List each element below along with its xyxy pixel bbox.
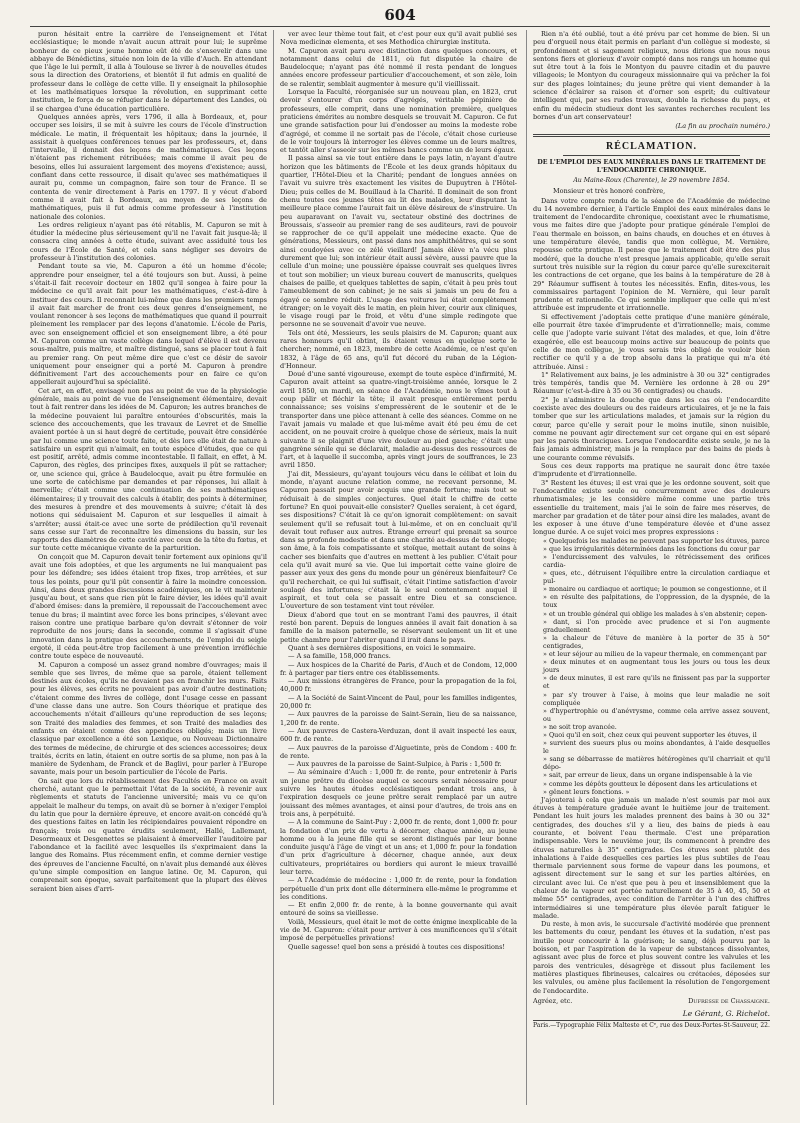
section-rule (563, 155, 740, 156)
paragraph: J'ajouterai à cela que jamais un malade n'est soumis par moi aux étuves à température graduée avant le huitième jour de traitement. Pendant les huit jours les malades prennent des bains à 30 ou 32° centigrades, des douches s'il y a lieu, des bains de pieds à eau courante, et boivent l'eau thermale. C'est une préparation indispensable. Vers le neuvième jour, ils commencent à prendre des étuves naturelles à 35° centigrades. Ces étuves sont plutôt des inhalations à l'aide desquelles ces parties les plus subtiles de l'eau thermale parviennent sous forme de vapeur dans les poumons, et agissent directement sur le sang et sur les parties altérées, en circulant avec lui. Ce n'est que peu à peu et insensiblement que la chaleur de la vapeur est portée naturellement de 35 à 40, 45, 50 et même 55° centigrades, avec condition de l'arrêter à l'un des chiffres intermédiaires si une température plus élevée paraît fatiguer le malade. (533, 795, 770, 920)
paragraph: Lorsque la Faculté, réorganisée sur un nouveau plan, en 1823, crut devoir s'entourer d'un corps d'agrégés, véritable pépinière de professeurs, elle comprit, dans une nomination première, quelques praticiens émérites au nombre desquels se trouvait M. Capuron. Ce fut une grande satisfaction pour lui d'endosser au moins la modeste robe d'agrégé, et comme il ne sortait pas de l'école, c'était chose curieuse de le voir toujours là interroger les élèves comme un de leurs maîtres, et tantôt aller s'asseoir sur les mêmes bancs comme un de leurs égaux. (280, 88, 517, 155)
section-title: RÉCLAMATION. (606, 141, 697, 153)
paragraph: Rien n'a été oublié, tout a été prévu par cet homme de bien. Si un peu d'orgueil nous était permis en parlant d'un collègue si modeste, si profondément et si sagement religieux, nous dirions que nous nous sentons fiers et glorieux d'avoir compté dans nos rangs un homme qui sut être tout à la fois le Montyon du pauvre citadin et du pauvre villageois; le Montyon du courageux missionnaire qui va prêcher la foi sur des plages lointaines; du jeune prêtre qui vient demander à la science d'éclairer sa raison et d'orner son esprit; du cultivateur intelligent qui, par ses rudes travaux, double la richesse du pays, et enfin du médecin studieux dont les savantes recherches reculent les bornes d'un art conservateur! (533, 30, 770, 121)
paragraph: 2° Je n'administre la douche que dans les cas où l'endocardite coexiste avec des douleurs ou des raideurs articulaires, et je ne la fais tomber que sur les articulations malades, et jamais sur la région du cœur, parce qu'elle y serait pour le moins inutile, sinon nuisible, comme ne pouvant agir directement sur cet organe qui en est séparé par les parois thoraciques. Lorsque l'endocardite existe seule, je ne la fais jamais administrer, mais je la remplace par des bains de pieds à une courante comme révulsifs. (533, 395, 770, 462)
column-rule-1 (273, 30, 274, 1105)
quote-line: » la chaleur de l'étuve de manière à la porter de 35 à 50° centigrades, (543, 633, 770, 650)
paragraph: Quant à ses dernières dispositions, en voici le sommaire. (288, 643, 476, 652)
quote-line: » que les irrégularités déterminées dans les fonctions du cœur par (543, 544, 760, 553)
page-number: 604 (384, 6, 416, 24)
paragraph: 3° Restent les étuves; il est vrai que je les ordonne souvent, soit que l'endocardite existe seule ou concurremment avec des douleurs rhumatismales; je les considère même comme une partie très essentielle du traitement, mais j'ai le soin de faire mes réserves, de marcher par gradation et de tâter pour ainsi dire les malades, avant de les exposer à une étuve d'une température élevée et d'une assez longue durée. A ce sujet voici mes propres expressions : (533, 478, 770, 537)
bequest-item: — Aux pauvres de la paroisse de Saint-Sulpice, à Paris : 1,500 fr. (288, 760, 502, 769)
paragraph: 1° Relativement aux bains, je les administre à 30 ou 32° centigrades très tempérés, tandis que M. Vernière les ordonne à 28 ou 29° Réaumur (c'est-à-dire à 35 ou 36 centigrades) ou chauds. (533, 370, 770, 396)
paragraph: Les ordres religieux n'ayant pas été rétablis, M. Capuron se mit à étudier la médecine plus sérieusement qu'il ne l'avait fait jusque-là; il consacra cinq années à cette étude, suivant avec assiduité tous les cours de l'École de Santé, et cela sans négliger ses devoirs de professeur à l'institution des colonies. (30, 220, 267, 263)
signoff (533, 997, 770, 1005)
quote-line: » survient des sueurs plus ou moins abondantes, à l'aide desquelles le (543, 739, 770, 756)
paragraph: M. Capuron a composé un assez grand nombre d'ouvrages; mais il semble que ses livres, de même que sa parole, étaient tellement destinés aux écoles, qu'ils ne devaient pas en franchir les murs. Faits pour les élèves, ses écrits ne pouvaient pas avoir d'autre destination; c'étaient comme des livres de collège, dont l'usage cesse en passant d'une classe dans une autre. Son Cours théorique et pratique des accouchements n'était d'ailleurs qu'une reproduction de ses leçons; son Traité des maladies des femmes, et son Traité des maladies des enfants en étaient comme des appendices obligés; mais un livre classique par excellence a été son Lexique, ou Nouveau Dictionnaire des termes de médecine, de chirurgie et des sciences accessoires; deux traités, écrits en latin, étaient en outre sortis de sa plume, non pas à la manière de Sydenham, de Franck et de Baglivi, pour parler à l'Europe savante, mais pour un besoin particulier de l'école de Paris. (30, 660, 267, 777)
quote-line: » comme les dépôts goutteux le déposent dans les articulations et (543, 779, 758, 788)
salutation: Monsieur et très honoré confrère, (553, 187, 666, 196)
imprint: Paris.—Typographie Félix Malteste et Cᵉ, rue des Deux-Portes-St-Sauveur, 22. (533, 1022, 770, 1030)
column-3 (533, 30, 770, 1105)
quote-line: » et un trouble général qui oblige les malades à s'en abstenir; cepen- (543, 609, 768, 618)
paragraph: Dans votre compte rendu de la séance de l'Académie de médecine du 14 novembre dernier, à l'article Emploi des eaux minérales dans le traitement de l'endocardite chronique, coexistant avec le rhumatisme, vous me faites dire que j'adopte pour pratique générale l'emploi de l'eau thermale en boisson, en bains chauds, en douches et en étuves à une température élevée, tandis que mon collègue, M. Vernière, repousse cette pratique. Il pense que le traitement doit être des plus modéré, que la douche n'est presque jamais applicable, qu'elle serait surtout très nuisible sur la région du cœur parce qu'elle surexciterait les contractions de cet organe, que les bains à la température de 28 à 29° Réaumur suffisent à toutes les nécessités. Enfin, dites-vous, les commissaires partagent l'opinion de M. Vernière, qui leur paraît prudente et rationnelle. Ce qui semble impliquer que celle qui m'est attribuée est imprudente et irrationnelle. (533, 196, 770, 313)
paragraph: ver avec leur thème tout fait, et c'est pour eux qu'il avait publié ses Nova medicinæ elementa, et ses Methodica chirurgiæ instituta. (280, 30, 517, 47)
quote-line: » d'hypertrophie ou d'anévrysme, comme cela arrive assez souvent, ou (543, 706, 770, 723)
letter-subtitle: DE L'EMPLOI DES EAUX MINÉRALES DANS LE TRAITEMENT DE L'ENDOCARDITE CHRONIQUE. (537, 159, 766, 175)
paragraph: Quelques années après, vers 1796, il alla à Bordeaux, et, pour occuper ses loisirs, il se mit à suivre les cours de l'école d'instruction médicale. Le matin, il fréquentait les hôpitaux; dans la journée, il assistait à quelques conférences tenues par les professeurs, et, dans l'intervalle, il donnait des leçons de mathématiques. Ces leçons n'étaient pas richement rétribuées; mais comme il avait peu de besoins, elles lui assuraient largement des moyens d'existence; aussi, confiant dans cette ressource, il disait qu'avec ses mathématiques il aurait pu, comme un compagnon, faire son tour de France. Il se contenta de venir directement à Paris en 1797. Il y vécut d'abord comme il avait fait à Bordeaux, au moyen de ses leçons de mathématiques, puis il fut admis comme professeur à l'institution nationale des colonies. (30, 112, 267, 221)
signoff-author: Dufresse de Chassaigne. (688, 996, 770, 1005)
gerant-line: Le Gérant, G. Richelot. (682, 1009, 770, 1019)
paragraph: Doué d'une santé vigoureuse, exempt de toute espèce d'infirmité, M. Capuron avait atteint sa quatre-vingt-troisième année, lorsque le 2 avril 1850, un mardi, en séance de l'Académie, nous le vîmes tout à coup pâlir et fléchir la tête; il avait presque entièrement perdu connaissance; ses voisins s'empressèrent de le soutenir et de le transporter dans une pièce attenant à celle des séances. Comme on ne l'avait jamais vu malade et que lui-même avait été peu ému de cet accident, on ne pouvait croire à quelque chose de sérieux, mais la nuit suivante il se plaignit d'une vive douleur au pied gauche; c'était une gangrène sénile qui se déclarait, maladie au-dessus des ressources de l'art, et à laquelle il succomba, après vingt jours de souffrances, le 23 avril 1850. (280, 370, 517, 470)
quote-line: » l'endurcissement des valvules, le rétrécissement des orifices cardia- (543, 552, 770, 570)
bequest-item: — Aux missions étrangères de France, pour la propagation de la foi, 40,000 fr. (280, 677, 517, 694)
bequest-item: — Aux hospices de la Charité de Paris, d'Auch et de Condom, 12,000 fr. à partager par tiers entre ces établissements. (280, 660, 517, 677)
quote-line: » de deux minutes, il est rare qu'ils ne finissent pas par la supporter et (543, 674, 770, 691)
paragraph: Voilà, Messieurs, quel était le mot de cette énigme inexplicable de la vie de M. Capuron: c'était pour arriver à ces munificences qu'il s'était imposé de perpétuelles privations! (280, 917, 517, 943)
top-rule (30, 26, 770, 27)
quote-line: » sang se débarrasse de matières hétérogènes qu'il charriait et qu'il dépo- (543, 755, 770, 772)
paragraph: Cet art, en effet, envisagé non pas au point de vue de la physiologie générale, mais au point de vue de l'enseignement élémentaire, devait tout à fait rentrer dans les idées de M. Capuron; les autres branches de la médecine pouvaient lui paraître entourées d'obscurités, mais la science des accouchements, que les travaux de Levret et de Smellie avaient portée à un si haut degré de certitude, pouvait être considérée par lui comme une science toute faite, et dès lors elle était de nature à satisfaire un esprit qui n'aimait, en toute espèce d'études, que ce qui est positif, arrêté, admis comme incontestable. Il fallait, en effet, à M. Capuron, des règles, des principes fixes, auxquels il pût se rattacher; or, une science qui, grâce à Baudelocque, avait pu être formulée en une sorte de catéchisme par demandes et par réponses, lui allait à merveille; c'était comme une continuation de ses mathématiques élémentaires; il y trouvait des calculs à établir, des points à déterminer, des mesures à prendre et des mouvements à suivre; c'était là des notions qui séduisaient M. Capuron et sur lesquelles il aimait à s'arrêter; aussi était-ce avec une sorte de prédilection qu'il revenait sans cesse sur l'art de reconnaître les dimensions du bassin, sur les rapports des diamètres de cette cavité avec ceux de la tête du fœtus, et sur toute cette mécanique vivante de la parturition. (30, 386, 267, 553)
section-separator (533, 134, 770, 137)
bequest-item: — A la commune de Saint-Puy : 2,000 fr. de rente, dont 1,000 fr. pour la fondation d'un prix de vertu à décerner, chaque année, au jeune homme ou à la jeune fille qui se seront distingués par leur bonne conduite jusqu'à l'âge de vingt et un ans; et 1,000 fr. pour la fondation d'un prix d'agriculture à décerner, chaque année, aux deux cultivateurs, propriétaires ou bordiers qui auront le mieux travaillé leur terre. (280, 818, 517, 876)
bequest-item: — Au séminaire d'Auch : 1,000 fr. de rente, pour entretenir à Paris un jeune prêtre du diocèse auquel ce secours serait nécessaire pour suivre les hautes études ecclésiastiques pendant trois ans, à l'expiration desquels ce jeune prêtre serait remplacé par un autre jouissant des mêmes avantages, et ainsi pour d'autres, de trois ans en trois ans, à perpétuité. (280, 768, 517, 818)
paragraph: J'ai dit, Messieurs, qu'ayant toujours vécu dans le célibat et loin du monde, n'ayant aucune relation comme, ne recevant personne, M. Capuron passait pour avoir acquis une grande fortune; mais tout se réduisait à de simples conjectures. Quel était le chiffre de cette fortune? En quoi pouvait-elle consister? Quelles seraient, à cet égard, ses dispositions? C'était là ce qu'on ignorait complètement: on savait seulement qu'il se refusait tout à lui-même, et on en concluait qu'il devait tout refuser aux autres. Étrange erreur! qui prenait sa source dans sa profonde modestie et dans une charité au-dessus de tout éloge; son âme, à la fois compatissante et stoïque, mettait autant de soins à cacher ses bienfaits que d'autres en mettent à les publier. C'était pour cela qu'il avait muré sa vie. Que lui importait cette vaine gloire de passer aux yeux des gens du monde pour un généreux bienfaiteur? Ce qu'il recherchait, ce qui lui suffisait, c'était l'intime satisfaction d'avoir soulagé des infortunes; c'était là le seul contentement auquel il aspirait, et tout cela se passait entre Dieu et sa conscience. L'ouverture de son testament vint tout révéler. (280, 469, 517, 611)
paragraph: Si effectivement j'adoptais cette pratique d'une manière générale, elle pourrait être taxée d'imprudente et d'irrationnelle; mais, comme celle que j'adopte varie suivant l'état des malades, et que, loin d'être exagérée, elle est beaucoup moins active sur beaucoup de points que celle de mon collègue, je vous serais très obligé de vouloir bien rectifier ce qu'il y a de trop absolu dans la pratique qui m'a été attribuée. Ainsi : (533, 312, 770, 371)
column-2 (280, 30, 517, 1105)
paragraph: puron hésitait entre la carrière de l'enseignement et l'état ecclésiastique; le monde n'avait aucun attrait pour lui; le suprême bonheur de ce pieux jeune homme eût été de s'ensevelir dans une abbaye de Bénédictins, située non loin de la ville d'Auch. En attendant que l'âge le lui permît, il alla à Toulouse se livrer à de nouvelles études sous la direction des Oratoriens, et bientôt il fut admis en qualité de professeur dans le collège de cette ville. Il y enseignait la philosophie et les mathématiques lorsque la révolution, en supprimant cette institution, le força de se réfugier dans le département des Landes, où il se chargea d'une éducation particulière. (30, 30, 267, 113)
paragraph: Dieux d'abord que tout en se montrant l'ami des pauvres, il était resté bon parent. Depuis de longues années il avait fait donation à sa famille de la maison paternelle, se réservant seulement un lit et une petite chambre pour l'abriter quand il irait dans le pays. (280, 610, 517, 644)
dateline: Au Maine-Roux (Charente), le 29 novembre 1854. (573, 177, 730, 185)
continuation-note: (La fin au prochain numéro.) (675, 122, 770, 131)
quote-line: » monaire ou cardiaque et aortique; le poumon se congestionne, et il (543, 585, 767, 594)
signoff-greeting: Agréez, etc. (533, 996, 573, 1005)
paragraph: Quelle sagesse! quel bon sens a présidé à toutes ces dispositions! (288, 942, 506, 951)
quote-line: » par s'y trouver à l'aise, à moins que leur maladie ne soit compliquée (543, 690, 770, 707)
quote-line: » et leur séjour au milieu de la vapeur thermale, en commençant par (543, 650, 767, 659)
quote-line: » ne soit trop avancée. (543, 722, 617, 731)
quote-line: » Quoi qu'il en soit, chez ceux qui peuvent supporter les étuves, il (543, 730, 757, 739)
paragraph: Du reste, à mon avis, le succursale d'activité modérée que prennent les battements du cœur, pendant les étuves et la sudation, n'est pas inutile pour concourir à la guérison; le sang, déjà pourvu par la boisson, et par l'aspiration de la vapeur de substances dissolvantes, agissant avec plus de force et plus souvent contre les valvules et les parois des ventricules, désagrège et dissout plus facilement les matières plastiques fibrineuses, calcaires ou crétacées, déposées sur les valvules, ou amène plus facilement la résolution de l'engorgement de l'endocardite. (533, 920, 770, 995)
quote-line: » gênent leurs fonctions. » (543, 787, 630, 796)
column-1 (30, 30, 267, 1105)
quote-line: « Quelquefois les malades ne peuvent pas supporter les étuves, parce (543, 536, 770, 545)
paragraph: Pendant toute sa vie, M. Capuron a été un homme d'école; apprendre pour enseigner, tel a été toujours son but. Aussi, à peine s'était-il fait recevoir docteur en 1802 qu'il songea à faire pour la médecine ce qu'il avait fait pour les mathématiques, c'est-à-dire à instituer des cours. Il reconnait lui-même que dans les premiers temps il avait fait marcher de front ces deux genres d'enseignement, ne voulant renoncer à ses leçons de mathématiques que quand il pourrait pleinement les remplacer par des leçons d'anatomie. L'école de Paris, avec son enseignement officiel et son enseignement libre, a été pour M. Capuron comme un vaste collège dans lequel d'élève il est devenu sous-maître, puis maître, et maître distingué, sans se placer tout à fait au premier rang. On peut même dire que c'est ce désir de savoir uniquement pour enseigner qui a porté M. Capuron à prendre définitivement l'art des accouchements pour en faire ce qu'on appellerait aujourd'hui sa spécialité. (30, 262, 267, 387)
column-rule-2 (526, 30, 527, 1105)
paragraph: Sous ces deux rapports ma pratique ne saurait donc être taxée d'imprudente et d'irrationnelle. (533, 462, 770, 479)
bequest-item: — A sa famille, 158,000 francs. (288, 652, 391, 661)
bequest-item: — Et enfin 2,000 fr. de rente, à la bonne gouvernante qui avait entouré de soins sa vieillesse. (280, 901, 517, 918)
paragraph: On sait que lors du rétablissement des Facultés en France on avait cherché, autant que le permettait l'état de la société, à revenir aux règlements et statuts de l'ancienne université; mais vu ce qu'on appelait le malheur du temps, on avait dû se borner à n'exiger l'emploi du latin que pour la dernière épreuve, et encore avait-on concédé qu'à des questions faites en latin les récipiendaires pouvaient répondre en français; trois ou quatre érudits seulement, Hallé, Lallemant, Desormeaux et Desgenettes se plaisaient à émerveiller l'auditoire par l'abondance et la facilité avec lesquelles ils s'exprimaient dans la langue des Romains. Plus récemment enfin, et comme dernier vestige des épreuves de l'ancienne Faculté, on n'avait plus demandé aux élèves qu'une simple composition en langue latine. Or, M. Capuron, qui comprenait son époque, savait parfaitement que la plupart des élèves seraient bien aises d'arri- (30, 776, 267, 893)
paragraph: Il passa ainsi sa vie tout entière dans le pays latin, n'ayant d'autre horizon que les bâtiments de l'École et les deux grands hôpitaux du quartier, l'Hôtel-Dieu et la Charité; pendant de longues années on l'avait vu suivre très exactement les visites de Dupuytren à l'Hôtel-Dieu; puis celles de M. Bouillaud à la Charité. Il dominait de son front chenu toutes ces jeunes têtes au lit des malades, leur disputant la meilleure place comme l'aurait fait un élève désireux de s'instruire. Un peu auparavant on l'avait vu, sectateur obstiné des doctrines de Broussais, s'asseoir au premier rang de ses auditeurs, ravi de pouvoir se rapprocher de ce qu'il appelait une médecine exacte. Que de générations, Messieurs, ont passé dans nos amphithéâtres, qui se sont ainsi coudoyées avec ce zélé vieillard! Jamais élève n'a vécu plus durement que lui; son intérieur était aussi sévère, aussi pauvre que la cellule d'un moine; une poussière épaisse couvrait ses quelques livres et tout son mobilier; un vieux bureau couvert de manuscrits, quelques chaises de paille, et quelques tablettes de sapin, c'était à peu près tout l'ameublement de son cabinet; je ne sais si jamais un peu de feu a égayé ce sombre réduit. L'usage des voitures lui était complètement étranger; on le voyait dès le matin, en plein hiver, courir aux cliniques, le visage rougi par le froid, et vêtu d'une simple redingote que personne ne se souvenait d'avoir vue neuve. (280, 154, 517, 329)
columns (30, 30, 770, 1105)
quotation (533, 537, 770, 796)
quote-line: » en résulte des palpitations, de l'oppression, de la dyspnée, de la toux (543, 593, 770, 610)
bequest-item: — Aux pauvres de la paroisse de Saint-Serain, lieu de sa naissance, 1,200 fr. de rente. (280, 710, 517, 727)
bequest-item: — A l'Académie de médecine : 1,000 fr. de rente, pour la fondation perpétuelle d'un prix dont elle déterminera elle-même le programme et les conditions. (280, 876, 517, 901)
quote-line: » deux minutes et en augmentant tous les jours ou tous les deux jours (543, 658, 770, 675)
imprint-rule (533, 1020, 770, 1021)
paragraph: Tels ont été, Messieurs, les seuls plaisirs de M. Capuron; quant aux rares honneurs qu'il obtint, ils étaient venus en quelque sorte le chercher; nommé, en 1823, membre de cette Académie, ce n'est qu'en 1832, à l'âge de 65 ans, qu'il fut décoré du ruban de la Légion-d'Honneur. (280, 328, 517, 370)
quote-line: » ques, etc., détruisent l'équilibre entre la circulation cardiaque et pul- (543, 569, 770, 586)
quote-line: » sait, par erreur de lieux, dans un organe indispensable à la vie (543, 771, 753, 780)
paragraph: On conçoit que M. Capuron devait tenir fortement aux opinions qu'il avait une fois adoptées, et que les arguments ne lui manquaient pas pour les défendre; ses idées étaient trop fixes, trop arrêtées, et sur tous les points, pour qu'il pût consentir à faire la moindre concession. Ainsi, dans deux grandes discussions académiques, on le vit maintenir jusqu'au bout, et sans que rien pût le faire dévier, les idées qu'il avait d'abord émises: dans la première, il repoussait de l'accouchement avec tenue du bras; il maintint avec force les bons principes, s'élevant avec raison contre une pratique barbare qu'on devrait s'étonner de voir reproduite de nos jours; dans la seconde, comme il s'agissait d'une innovation dans la pratique des accouchements, de l'emploi du seigle ergoté, il céda peut-être trop facilement à une prévention irréfléchie contre toute espèce de nouveauté. (30, 552, 267, 661)
bequest-item: — Aux pauvres de la paroisse d'Aiguetinte, près de Condom : 400 fr. de rente. (280, 743, 517, 760)
bequest-item: — A la Société de Saint-Vincent de Paul, pour les familles indigentes, 20,000 fr. (280, 693, 517, 711)
bequest-item: — Aux pauvres de Castera-Verduzan, dont il avait inspecté les eaux, 600 fr. de rente. (280, 726, 517, 744)
quote-line: » dant, si l'on procède avec prudence et si l'on augmente graduellement (543, 617, 770, 634)
paragraph: M. Capuron avait paru avec distinction dans quelques concours, et notamment dans celui de 1811, où fut disputée la chaire de Baudelocque; n'ayant pas été nommé il resta pendant de longues années encore professeur particulier d'accouchement, et son zèle, loin de se ralentir, semblait augmenter à mesure qu'il vieillissait. (280, 46, 517, 88)
